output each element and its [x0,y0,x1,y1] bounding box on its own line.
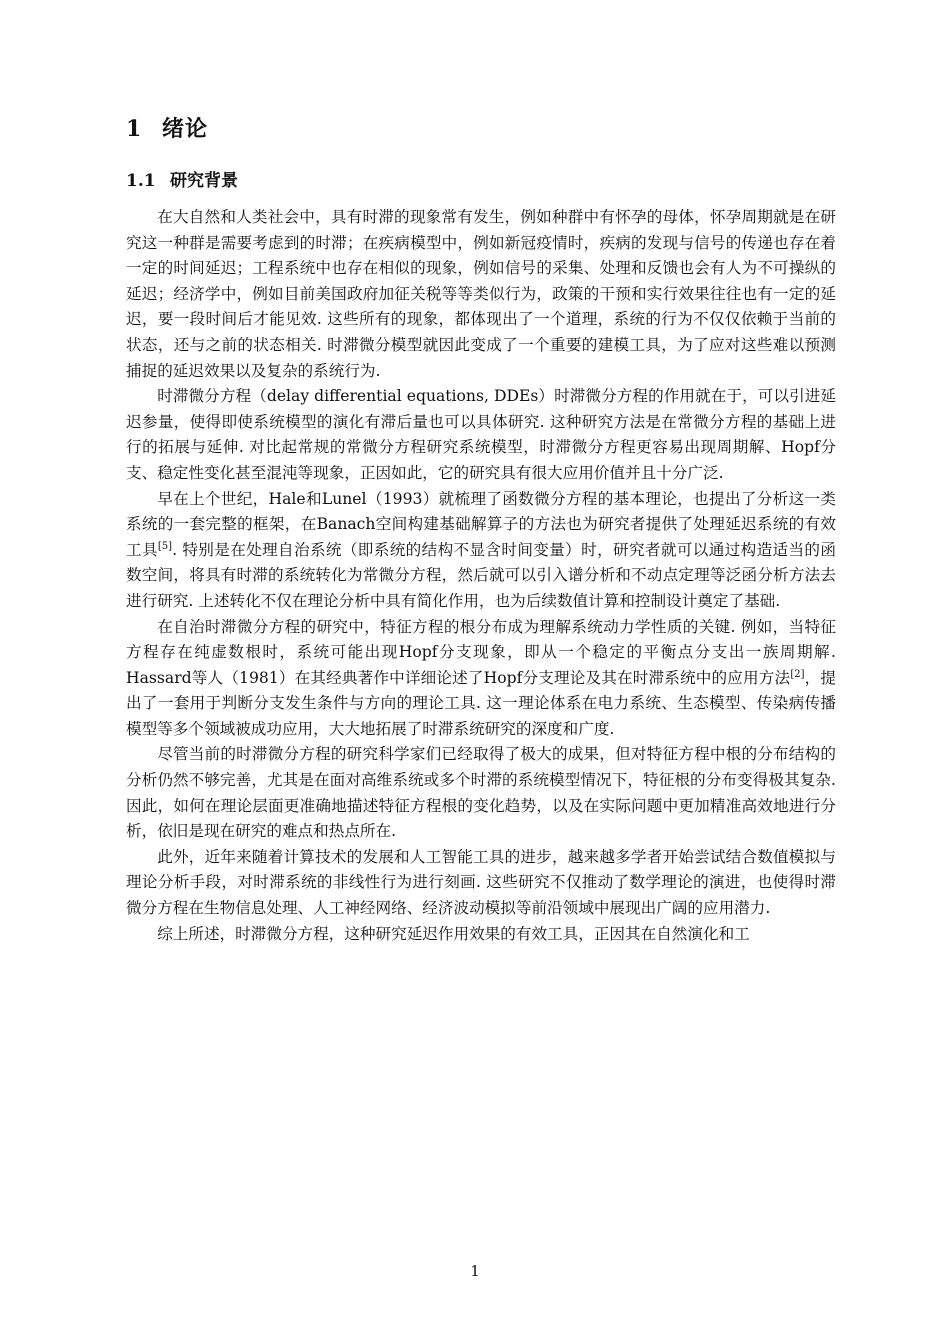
paragraph-4-text-before: 在自治时滞微分方程的研究中，特征方程的根分布成为理解系统动力学性质的关键. 例如，当特征方程存在纯虚数根时，系统可能出现Hopf分支现象，即从一个稳定的平衡点分支出一族周期解. Hassard等人（1981）在其经典著作中详细论述了Hopf分支理论及其在时滞系统中的应用方法 [126,617,836,687]
section-title-text: 研究背景 [170,171,238,191]
chapter-title [126,112,208,143]
paragraph-3 [126,487,836,615]
section-number: 1.1 [126,171,156,191]
section-title [126,166,238,191]
page-number: 1 [470,1262,480,1280]
body-text [126,205,836,947]
citation-ref-5[interactable]: [5] [157,540,173,552]
paragraph-2: 时滞微分方程（delay differential equations, DDEs）时滞微分方程的作用就在于，可以引进延迟参量，使得即使系统模型的演化有滞后量也可以具体研究. 这种研究方法是在常微分方程的基础上进行的拓展与延伸. 对比起常规的常微分方程研究系统模型，时滞微分方程更容易出现周期解、Hopf分支、稳定性变化甚至混沌等现象，正因如此，它的研究具有很大应用价值并且十分广泛. [126,387,836,482]
chapter-number: 1 [126,116,143,142]
paragraph-4-text-after: ，提出了一套用于判断分支发生条件与方向的理论工具. 这一理论体系在电力系统、生态模型、传染病传播模型等多个领域被成功应用，大大地拓展了时滞系统研究的深度和广度. [126,668,836,738]
paragraph-3-text-before: 早在上个世纪，Hale和Lunel（1993）就梳理了函数微分方程的基本理论，也提出了分析这一类系统的一套完整的框架，在Banach空间构建基础解算子的方法也为研究者提供了处理延迟系统的有效工具 [126,489,836,559]
paragraph-5: 尽管当前的时滞微分方程的研究科学家们已经取得了极大的成果，但对特征方程中根的分布结构的分析仍然不够完善，尤其是在面对高维系统或多个时滞的系统模型情况下，特征根的分布变得极其复杂. 因此，如何在理论层面更准确地描述特征方程根的变化趋势，以及在实际问题中更加精准高效地进行分析，依旧是现在研究的难点和热点所在. [126,745,836,841]
paragraph-4 [126,615,836,743]
citation-ref-2[interactable]: [2] [790,668,805,680]
paragraph-6: 此外，近年来随着计算技术的发展和人工智能工具的进步，越来越多学者开始尝试结合数值模拟与理论分析手段，对时滞系统的非线性行为进行刻画. 这些研究不仅推动了数学理论的演进，也使得时滞微分方程在生物信息处理、人工神经网络、经济波动模拟等前沿领域中展现出广阔的应用潜力. [126,847,836,918]
chapter-title-text: 绪论 [162,116,209,142]
paragraph-7: 综上所述，时滞微分方程，这种研究延迟作用效果的有效工具，正因其在自然演化和工 [157,924,750,943]
paragraph-1: 在大自然和人类社会中，具有时滞的现象常有发生，例如种群中有怀孕的母体，怀孕周期就是在研究这一种群是需要考虑到的时滞；在疾病模型中，例如新冠疫情时，疾病的发现与信号的传递也存在着一定的时间延迟；工程系统中也存在相似的现象，例如信号的采集、处理和反馈也会有人为不可操纵的延迟；经济学中，例如目前美国政府加征关税等等类似行为，政策的干预和实行效果往往也有一定的延迟，要一段时间后才能见效. 这些所有的现象，都体现出了一个道理，系统的行为不仅仅依赖于当前的状态，还与之前的状态相关. 时滞微分模型就因此变成了一个重要的建模工具，为了应对这些难以预测捕捉的延迟效果以及复杂的系统行为. [126,208,836,380]
paragraph-3-text-after: . 特别是在处理自治系统（即系统的结构不显含时间变量）时，研究者就可以通过构造适当的函数空间，将具有时滞的系统转化为常微分方程，然后就可以引入谱分析和不动点定理等泛函分析方法去进行研究. 上述转化不仅在理论分析中具有简化作用，也为后续数值计算和控制设计奠定了基础. [126,540,836,610]
